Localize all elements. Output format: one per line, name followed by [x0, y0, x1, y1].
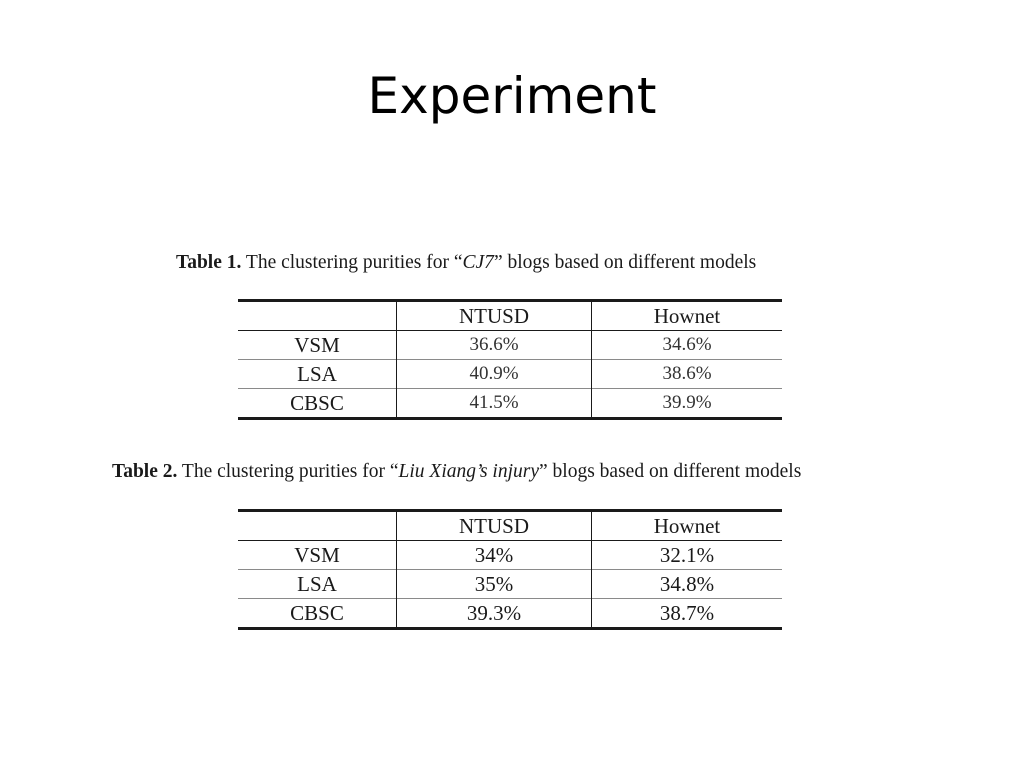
- table2-caption: [112, 461, 801, 483]
- table2-caption-post: ” blogs based on different models: [539, 461, 802, 482]
- table1-lsa-hownet: 38.6%: [592, 360, 783, 389]
- table2-vsm-ntusd: 34%: [397, 541, 592, 570]
- table2-caption-topic: Liu Xiang’s injury: [398, 461, 540, 482]
- table1-header-model: [238, 301, 397, 331]
- table1-cbsc-ntusd: 41.5%: [397, 389, 592, 419]
- table2-lsa-ntusd: 35%: [397, 570, 592, 599]
- table2-caption-pre: The clustering purities for “: [177, 461, 399, 482]
- table2-header-hownet: Hownet: [592, 511, 783, 541]
- table2-model-lsa: LSA: [238, 570, 397, 599]
- table1-caption-label: Table 1.: [176, 252, 242, 273]
- table-row: [238, 331, 782, 360]
- table2-header-row: [238, 511, 782, 541]
- table2-caption-label: Table 2.: [112, 461, 178, 482]
- table1-header-hownet: Hownet: [592, 301, 783, 331]
- table1-model-vsm: VSM: [294, 333, 340, 357]
- table2-header-ntusd: NTUSD: [397, 511, 592, 541]
- table2-vsm-hownet: 32.1%: [592, 541, 783, 570]
- table1-purities: [238, 299, 782, 420]
- table1-lsa-ntusd: 40.9%: [397, 360, 592, 389]
- table-row: [238, 570, 782, 599]
- table1-vsm-ntusd: 36.6%: [397, 331, 592, 360]
- slide-title: Experiment: [367, 67, 657, 125]
- table-row: [238, 360, 782, 389]
- table2-model-cbsc: CBSC: [238, 599, 397, 629]
- table1-model-cbsc: CBSC: [238, 389, 397, 419]
- table2-model-vsm: VSM: [294, 543, 340, 567]
- table2-cbsc-hownet: 38.7%: [592, 599, 783, 629]
- table2-cbsc-ntusd: 39.3%: [397, 599, 592, 629]
- table1-caption-topic: CJ7: [462, 252, 494, 273]
- table1-caption-pre: The clustering purities for “: [241, 252, 463, 273]
- table-row: [238, 389, 782, 419]
- table-row: [238, 541, 782, 570]
- table1-caption-post: ” blogs based on different models: [493, 252, 757, 273]
- table1-cbsc-hownet: 39.9%: [592, 389, 783, 419]
- table1-header-ntusd: NTUSD: [397, 301, 592, 331]
- table2-header-model: [238, 511, 397, 541]
- table1-vsm-hownet: 34.6%: [592, 331, 783, 360]
- table-row: [238, 599, 782, 629]
- table2-lsa-hownet: 34.8%: [592, 570, 783, 599]
- table2-purities: [238, 509, 782, 630]
- table1-header-row: [238, 301, 782, 331]
- table1-caption: [176, 252, 756, 274]
- table1-model-lsa: LSA: [238, 360, 397, 389]
